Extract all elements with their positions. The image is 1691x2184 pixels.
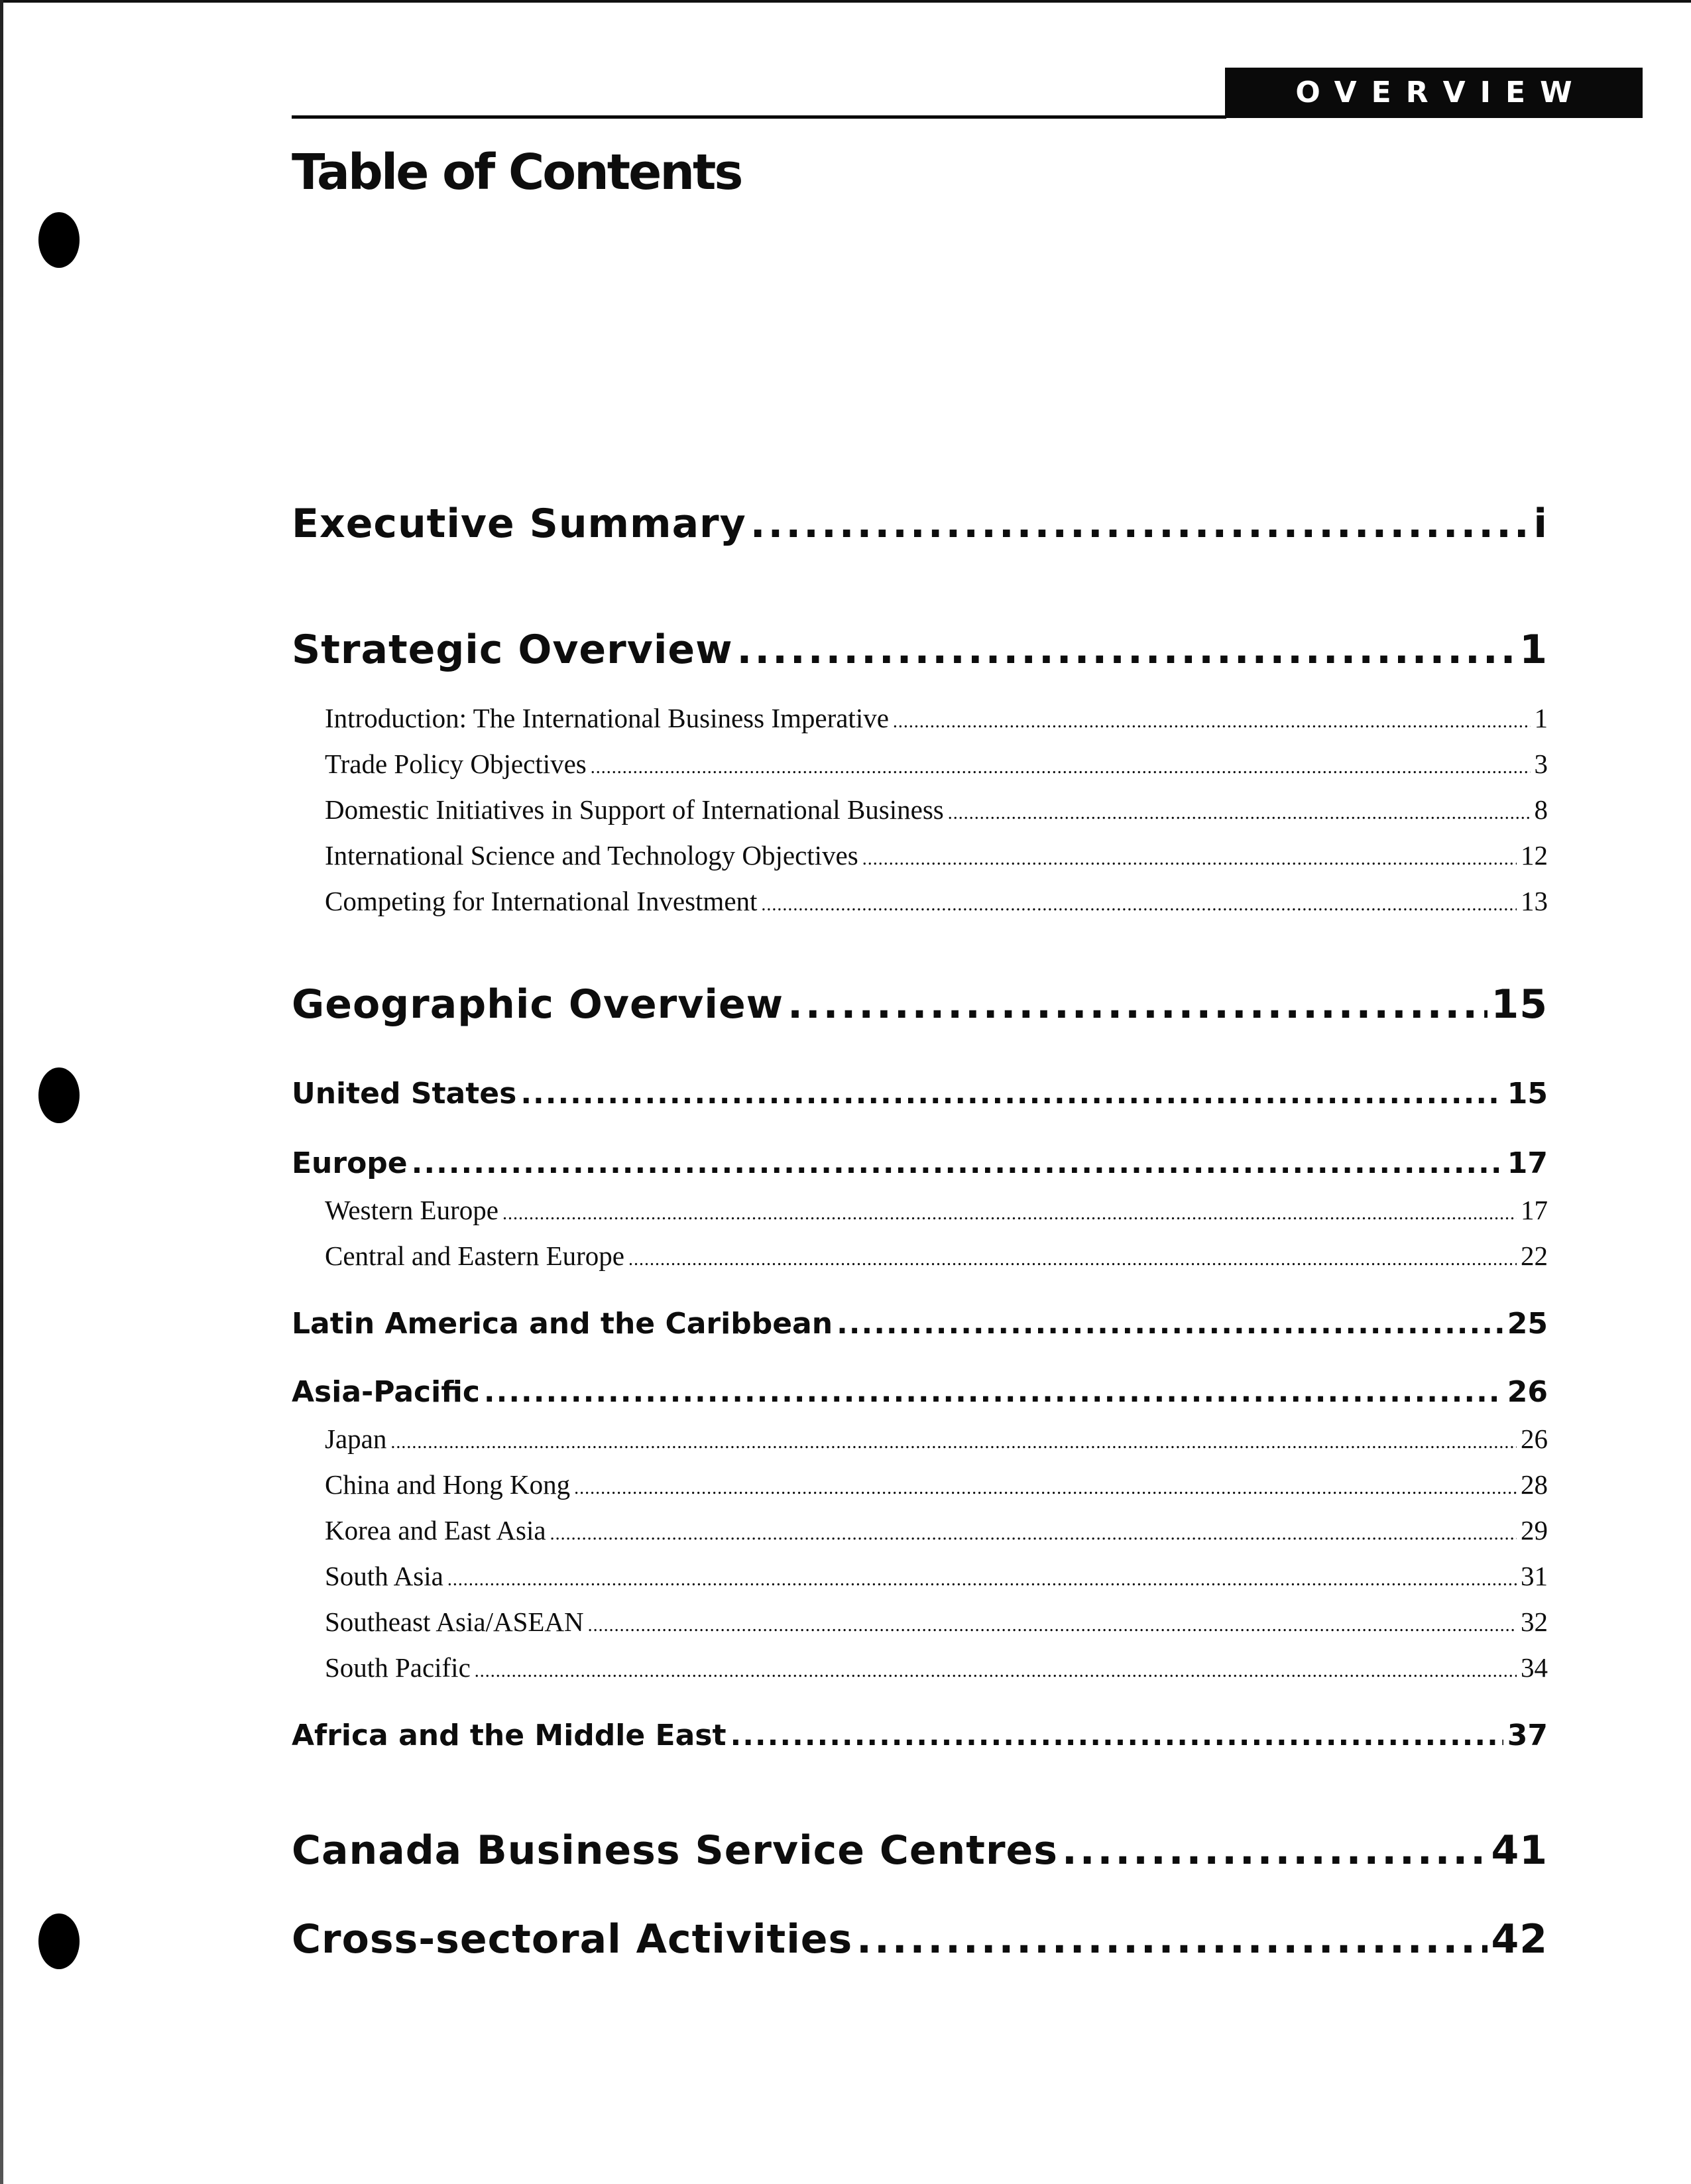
toc-item-label: South Pacific: [325, 1652, 471, 1683]
toc-item-label: Competing for International Investment: [325, 886, 758, 916]
toc-item-domestic-initiatives[interactable]: [325, 791, 1548, 828]
toc-item-label: Trade Policy Objectives: [325, 749, 587, 779]
toc-item-page: 34: [1521, 1652, 1548, 1683]
toc-entry-page: 41: [1491, 1827, 1548, 1874]
toc-entry-label: Canada Business Service Centres: [292, 1827, 1058, 1874]
toc-item-page: 26: [1521, 1424, 1548, 1454]
dot-leader: [628, 1241, 1517, 1278]
toc-item-trade-policy-objectives[interactable]: [325, 745, 1548, 782]
toc-item-japan[interactable]: [325, 1420, 1548, 1457]
dot-leader: [730, 1716, 1503, 1756]
toc-item-south-asia[interactable]: [325, 1557, 1548, 1595]
dot-leader: [737, 623, 1516, 676]
toc-region-asia-pacific[interactable]: [292, 1372, 1548, 1412]
toc-region-label: Asia-Pacific: [292, 1375, 480, 1409]
dot-leader: [787, 978, 1487, 1031]
toc-entry-executive-summary[interactable]: [292, 497, 1548, 550]
dot-leader: [893, 703, 1531, 741]
toc-entry-strategic-overview[interactable]: [292, 623, 1548, 676]
dot-leader: [550, 1516, 1517, 1553]
toc-entry-canada-business-service-centres[interactable]: [292, 1824, 1548, 1877]
binder-hole-middle: [38, 1067, 80, 1123]
page-title: Table of Contents: [292, 144, 742, 201]
toc-entry-label: Geographic Overview: [292, 981, 784, 1028]
toc-item-central-eastern-europe[interactable]: [325, 1237, 1548, 1274]
toc-item-label: Domestic Initiatives in Support of International Business: [325, 794, 944, 825]
toc-item-page: 3: [1534, 749, 1548, 779]
toc-item-china-hong-kong[interactable]: [325, 1466, 1548, 1503]
toc-entry-cross-sectoral-activities[interactable]: [292, 1913, 1548, 1966]
toc-item-page: 1: [1534, 703, 1548, 733]
toc-entry-label: Cross-sectoral Activities: [292, 1916, 853, 1963]
toc-entry-label: Executive Summary: [292, 501, 746, 547]
toc-item-page: 28: [1521, 1469, 1548, 1500]
toc-item-korea-east-asia[interactable]: [325, 1512, 1548, 1549]
toc-item-page: 8: [1534, 794, 1548, 825]
dot-leader: [588, 1607, 1517, 1644]
toc-region-europe[interactable]: [292, 1144, 1548, 1183]
dot-leader: [862, 841, 1517, 878]
toc-region-page: 15: [1507, 1077, 1548, 1111]
section-banner: OVERVIEW: [1225, 68, 1643, 118]
toc-entry-page: 1: [1519, 627, 1548, 673]
dot-leader: [574, 1470, 1517, 1507]
toc-item-label: Southeast Asia/ASEAN: [325, 1607, 584, 1637]
toc-item-label: Western Europe: [325, 1195, 498, 1225]
toc-item-western-europe[interactable]: [325, 1191, 1548, 1229]
toc-item-label: Japan: [325, 1424, 387, 1454]
page-edge-top: [0, 0, 1691, 3]
toc-region-united-states[interactable]: [292, 1074, 1548, 1114]
header-rule: [292, 115, 1226, 119]
toc-entry-page: i: [1533, 501, 1548, 547]
toc-item-page: 31: [1521, 1561, 1548, 1591]
dot-leader: [856, 1913, 1487, 1966]
toc-item-south-pacific[interactable]: [325, 1649, 1548, 1686]
toc-region-page: 25: [1507, 1307, 1548, 1341]
toc-region-label: Latin America and the Caribbean: [292, 1307, 833, 1341]
toc-region-latin-america[interactable]: [292, 1304, 1548, 1344]
toc-region-label: Europe: [292, 1146, 408, 1180]
dot-leader: [412, 1144, 1503, 1183]
dot-leader: [484, 1372, 1503, 1412]
page-edge-left: [0, 0, 3, 2184]
toc-entry-page: 42: [1491, 1916, 1548, 1963]
toc-item-southeast-asia-asean[interactable]: [325, 1603, 1548, 1640]
toc-item-page: 32: [1521, 1607, 1548, 1637]
toc-item-label: International Science and Technology Objectives: [325, 840, 858, 871]
toc-item-science-technology[interactable]: [325, 837, 1548, 874]
dot-leader: [750, 497, 1530, 550]
toc-item-international-investment[interactable]: [325, 882, 1548, 920]
toc-region-page: 37: [1507, 1719, 1548, 1752]
binder-hole-top: [38, 212, 80, 268]
toc-item-label: South Asia: [325, 1561, 443, 1591]
binder-hole-bottom: [38, 1913, 80, 1969]
toc-region-page: 26: [1507, 1375, 1548, 1409]
dot-leader: [390, 1424, 1517, 1461]
toc-entry-label: Strategic Overview: [292, 627, 733, 673]
toc-item-label: Korea and East Asia: [325, 1515, 546, 1546]
toc-entry-geographic-overview[interactable]: [292, 978, 1548, 1031]
dot-leader: [447, 1561, 1517, 1599]
dot-leader: [837, 1304, 1503, 1344]
dot-leader: [591, 749, 1531, 786]
toc-region-page: 17: [1507, 1146, 1548, 1180]
dot-leader: [520, 1074, 1503, 1114]
dot-leader: [1062, 1824, 1487, 1877]
toc-region-label: United States: [292, 1077, 517, 1111]
toc-item-label: Introduction: The International Business Imperative: [325, 703, 889, 733]
toc-region-africa-middle-east[interactable]: [292, 1716, 1548, 1756]
dot-leader: [948, 795, 1531, 832]
toc-item-page: 12: [1521, 840, 1548, 871]
dot-leader: [475, 1653, 1517, 1690]
toc-region-label: Africa and the Middle East: [292, 1719, 727, 1752]
toc-item-label: China and Hong Kong: [325, 1469, 571, 1500]
toc-item-page: 17: [1521, 1195, 1548, 1225]
toc-item-page: 29: [1521, 1515, 1548, 1546]
toc-entry-page: 15: [1491, 981, 1548, 1028]
dot-leader: [502, 1195, 1517, 1233]
toc-item-page: 22: [1521, 1241, 1548, 1271]
toc-item-intro-business-imperative[interactable]: [325, 699, 1548, 737]
dot-leader: [761, 886, 1517, 924]
toc-item-label: Central and Eastern Europe: [325, 1241, 624, 1271]
toc-item-page: 13: [1521, 886, 1548, 916]
